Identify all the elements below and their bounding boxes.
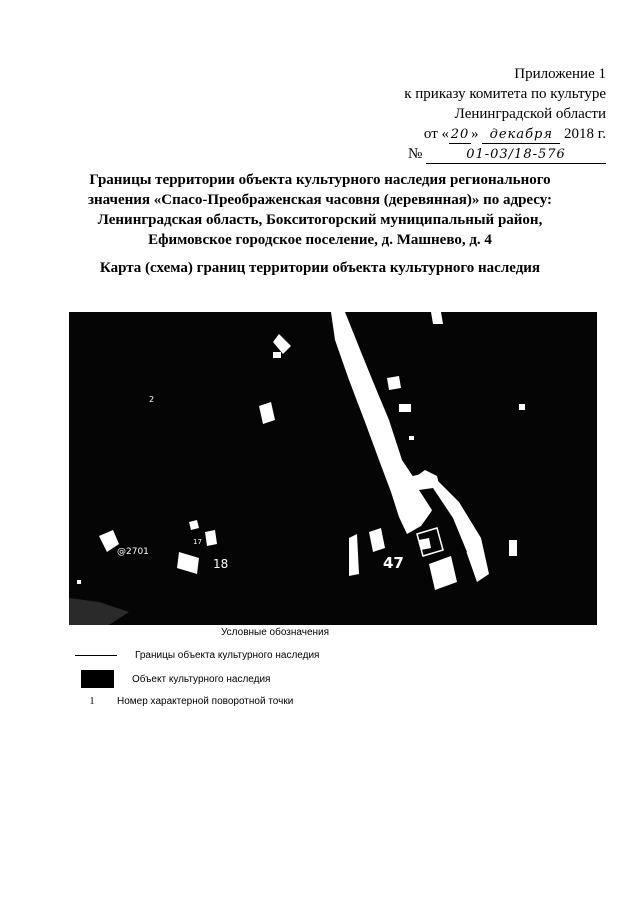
road-shape [331, 312, 441, 534]
appendix-region-line: Ленинградской области [454, 106, 606, 122]
house-number-47: 47 [383, 554, 404, 572]
legend-item-point [75, 696, 293, 707]
appendix-number-line: № 01-03/18-576 [404, 144, 606, 164]
parcel-id-label: @2701 [117, 547, 149, 557]
map-canvas [69, 312, 597, 625]
appendix-order-line: к приказу комитета по культуре [404, 86, 606, 102]
appendix-title: Приложение 1 [514, 66, 606, 82]
building [349, 534, 359, 576]
building [387, 376, 401, 390]
building [77, 580, 81, 584]
legend-object-label: Объект культурного наследия [132, 673, 271, 685]
legend-boundary-label: Границы объекта культурного наследия [135, 650, 320, 661]
small-label-17: 17 [193, 538, 202, 546]
building [205, 530, 217, 546]
point-number-symbol: 1 [89, 696, 95, 707]
building [409, 436, 414, 440]
map-title: Карта (схема) границ территории объекта культурного наследия [99, 260, 541, 276]
building [431, 312, 443, 324]
appendix-block [404, 64, 606, 164]
house-number-18: 18 [213, 557, 229, 571]
building [429, 556, 457, 590]
building [177, 552, 199, 574]
appendix-date-line: от « 20 » декабря 2018 г. [423, 126, 606, 142]
building [519, 404, 525, 410]
legend-item-object [75, 670, 270, 688]
building [99, 530, 119, 552]
boundary-line-symbol [75, 655, 117, 656]
building [509, 540, 517, 556]
building [399, 404, 411, 412]
building [369, 528, 385, 552]
document-title: Границы территории объекта культурного наследия регионального значения «Спасо-Преображенская часовня (деревянная)» по адресу: Ленинградская область, Бокситогорский муниципальный район, Ефимовское городское поселение, д. Машнево, д. 4 [87, 172, 553, 248]
object-fill-symbol [81, 670, 114, 688]
legend-title: Условные обозначения [221, 627, 330, 638]
road-top-left [273, 334, 291, 354]
date-day: 20 [450, 127, 470, 142]
order-number: 01-03/18-576 [426, 147, 606, 164]
building [259, 402, 275, 424]
map-scheme [69, 312, 597, 625]
date-month: декабря [482, 127, 560, 144]
legend-item-boundary [75, 650, 319, 661]
building [189, 520, 199, 530]
legend-point-label: Номер характерной поворотной точки [117, 696, 294, 707]
building [273, 352, 281, 358]
field-edge [69, 598, 129, 625]
small-label-2: 2 [149, 395, 155, 404]
